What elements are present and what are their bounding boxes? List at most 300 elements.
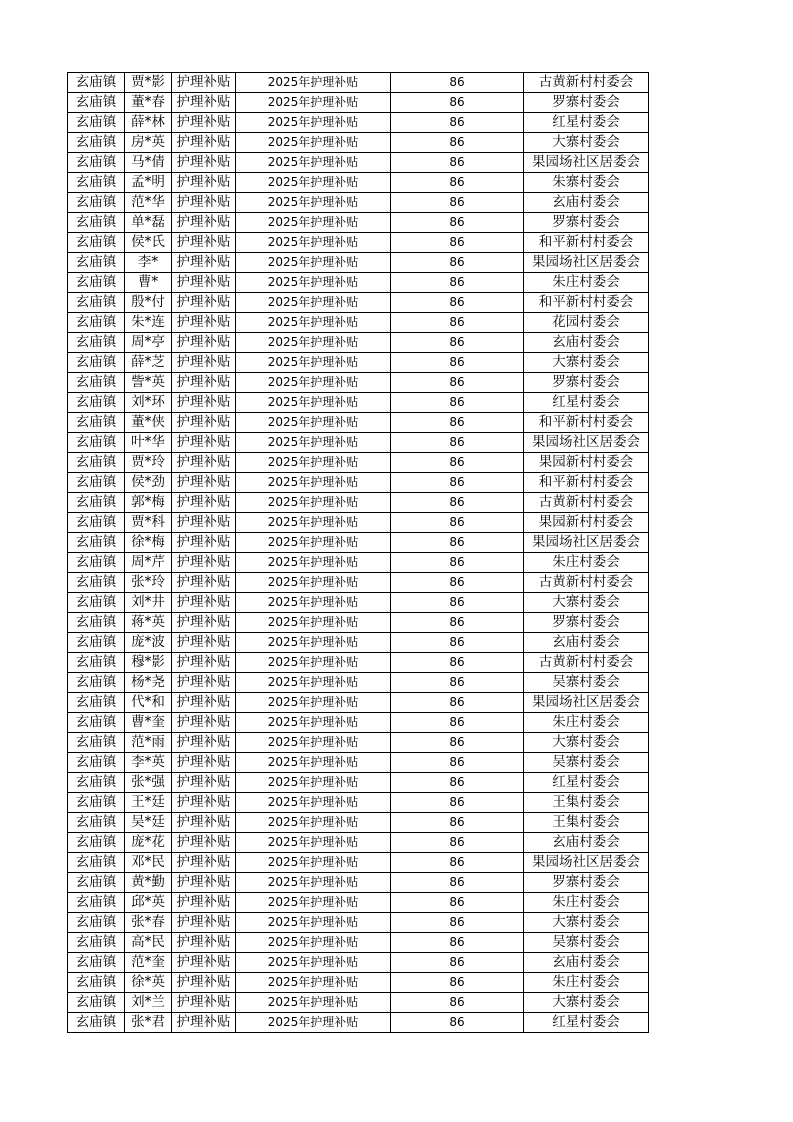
committee-cell: 红星村委会 bbox=[524, 1013, 649, 1033]
amount-cell: 86 bbox=[391, 693, 524, 713]
subsidy-category-cell: 2025年护理补贴 bbox=[236, 93, 391, 113]
township-cell: 玄庙镇 bbox=[68, 333, 125, 353]
committee-cell: 王集村委会 bbox=[524, 813, 649, 833]
amount-cell: 86 bbox=[391, 393, 524, 413]
township-cell: 玄庙镇 bbox=[68, 653, 125, 673]
township-cell: 玄庙镇 bbox=[68, 233, 125, 253]
committee-cell: 玄庙村委会 bbox=[524, 953, 649, 973]
amount-cell: 86 bbox=[391, 893, 524, 913]
table-row bbox=[68, 713, 649, 733]
name-cell: 张*春 bbox=[125, 913, 172, 933]
township-cell: 玄庙镇 bbox=[68, 513, 125, 533]
subsidy-type-cell: 护理补贴 bbox=[172, 173, 236, 193]
subsidy-category-cell: 2025年护理补贴 bbox=[236, 373, 391, 393]
table-row bbox=[68, 293, 649, 313]
subsidy-type-cell: 护理补贴 bbox=[172, 93, 236, 113]
table-row bbox=[68, 953, 649, 973]
name-cell: 吴*廷 bbox=[125, 813, 172, 833]
township-cell: 玄庙镇 bbox=[68, 913, 125, 933]
table-row bbox=[68, 913, 649, 933]
subsidy-type-cell: 护理补贴 bbox=[172, 833, 236, 853]
township-cell: 玄庙镇 bbox=[68, 573, 125, 593]
name-cell: 叶*华 bbox=[125, 433, 172, 453]
committee-cell: 玄庙村委会 bbox=[524, 633, 649, 653]
township-cell: 玄庙镇 bbox=[68, 993, 125, 1013]
committee-cell: 红星村委会 bbox=[524, 393, 649, 413]
committee-cell: 果园新村村委会 bbox=[524, 513, 649, 533]
subsidy-type-cell: 护理补贴 bbox=[172, 353, 236, 373]
table-row bbox=[68, 893, 649, 913]
amount-cell: 86 bbox=[391, 453, 524, 473]
name-cell: 代*和 bbox=[125, 693, 172, 713]
committee-cell: 玄庙村委会 bbox=[524, 833, 649, 853]
name-cell: 贾*影 bbox=[125, 73, 172, 93]
amount-cell: 86 bbox=[391, 933, 524, 953]
committee-cell: 朱寨村委会 bbox=[524, 173, 649, 193]
subsidy-type-cell: 护理补贴 bbox=[172, 793, 236, 813]
name-cell: 庞*波 bbox=[125, 633, 172, 653]
table-row bbox=[68, 733, 649, 753]
subsidy-type-cell: 护理补贴 bbox=[172, 133, 236, 153]
township-cell: 玄庙镇 bbox=[68, 413, 125, 433]
table-row bbox=[68, 573, 649, 593]
subsidy-type-cell: 护理补贴 bbox=[172, 993, 236, 1013]
subsidy-type-cell: 护理补贴 bbox=[172, 73, 236, 93]
subsidy-type-cell: 护理补贴 bbox=[172, 313, 236, 333]
subsidy-category-cell: 2025年护理补贴 bbox=[236, 333, 391, 353]
name-cell: 蒋*英 bbox=[125, 613, 172, 633]
township-cell: 玄庙镇 bbox=[68, 393, 125, 413]
name-cell: 邓*民 bbox=[125, 853, 172, 873]
table-row bbox=[68, 873, 649, 893]
committee-cell: 朱庄村委会 bbox=[524, 273, 649, 293]
subsidy-category-cell: 2025年护理补贴 bbox=[236, 473, 391, 493]
name-cell: 高*民 bbox=[125, 933, 172, 953]
subsidy-category-cell: 2025年护理补贴 bbox=[236, 593, 391, 613]
committee-cell: 朱庄村委会 bbox=[524, 893, 649, 913]
amount-cell: 86 bbox=[391, 653, 524, 673]
subsidy-type-cell: 护理补贴 bbox=[172, 113, 236, 133]
subsidy-category-cell: 2025年护理补贴 bbox=[236, 573, 391, 593]
table-row bbox=[68, 773, 649, 793]
subsidy-type-cell: 护理补贴 bbox=[172, 653, 236, 673]
committee-cell: 果园场社区居委会 bbox=[524, 253, 649, 273]
subsidy-type-cell: 护理补贴 bbox=[172, 933, 236, 953]
amount-cell: 86 bbox=[391, 833, 524, 853]
amount-cell: 86 bbox=[391, 353, 524, 373]
amount-cell: 86 bbox=[391, 813, 524, 833]
subsidy-type-cell: 护理补贴 bbox=[172, 873, 236, 893]
subsidy-type-cell: 护理补贴 bbox=[172, 1013, 236, 1033]
name-cell: 范*雨 bbox=[125, 733, 172, 753]
amount-cell: 86 bbox=[391, 153, 524, 173]
name-cell: 周*芹 bbox=[125, 553, 172, 573]
subsidy-category-cell: 2025年护理补贴 bbox=[236, 633, 391, 653]
committee-cell: 大寨村委会 bbox=[524, 993, 649, 1013]
name-cell: 孟*明 bbox=[125, 173, 172, 193]
subsidy-type-cell: 护理补贴 bbox=[172, 913, 236, 933]
committee-cell: 和平新村村委会 bbox=[524, 473, 649, 493]
township-cell: 玄庙镇 bbox=[68, 453, 125, 473]
subsidy-category-cell: 2025年护理补贴 bbox=[236, 553, 391, 573]
amount-cell: 86 bbox=[391, 713, 524, 733]
subsidy-type-cell: 护理补贴 bbox=[172, 433, 236, 453]
committee-cell: 朱庄村委会 bbox=[524, 713, 649, 733]
subsidy-type-cell: 护理补贴 bbox=[172, 633, 236, 653]
subsidy-type-cell: 护理补贴 bbox=[172, 273, 236, 293]
township-cell: 玄庙镇 bbox=[68, 493, 125, 513]
amount-cell: 86 bbox=[391, 673, 524, 693]
subsidy-category-cell: 2025年护理补贴 bbox=[236, 913, 391, 933]
committee-cell: 和平新村村委会 bbox=[524, 413, 649, 433]
subsidy-type-cell: 护理补贴 bbox=[172, 773, 236, 793]
table-row bbox=[68, 513, 649, 533]
table-row bbox=[68, 1013, 649, 1033]
township-cell: 玄庙镇 bbox=[68, 953, 125, 973]
amount-cell: 86 bbox=[391, 133, 524, 153]
table-row bbox=[68, 613, 649, 633]
committee-cell: 和平新村村委会 bbox=[524, 233, 649, 253]
township-cell: 玄庙镇 bbox=[68, 713, 125, 733]
subsidy-category-cell: 2025年护理补贴 bbox=[236, 533, 391, 553]
name-cell: 薛*芝 bbox=[125, 353, 172, 373]
committee-cell: 红星村委会 bbox=[524, 113, 649, 133]
table-row bbox=[68, 173, 649, 193]
township-cell: 玄庙镇 bbox=[68, 973, 125, 993]
table-row bbox=[68, 553, 649, 573]
name-cell: 邱*英 bbox=[125, 893, 172, 913]
committee-cell: 吴寨村委会 bbox=[524, 933, 649, 953]
name-cell: 范*奎 bbox=[125, 953, 172, 973]
township-cell: 玄庙镇 bbox=[68, 1013, 125, 1033]
subsidy-category-cell: 2025年护理补贴 bbox=[236, 293, 391, 313]
table-row bbox=[68, 113, 649, 133]
subsidy-category-cell: 2025年护理补贴 bbox=[236, 933, 391, 953]
committee-cell: 果园场社区居委会 bbox=[524, 533, 649, 553]
subsidy-type-cell: 护理补贴 bbox=[172, 453, 236, 473]
subsidy-category-cell: 2025年护理补贴 bbox=[236, 733, 391, 753]
committee-cell: 古黄新村村委会 bbox=[524, 653, 649, 673]
subsidy-category-cell: 2025年护理补贴 bbox=[236, 153, 391, 173]
subsidy-category-cell: 2025年护理补贴 bbox=[236, 713, 391, 733]
name-cell: 杨*尧 bbox=[125, 673, 172, 693]
township-cell: 玄庙镇 bbox=[68, 473, 125, 493]
committee-cell: 古黄新村村委会 bbox=[524, 73, 649, 93]
table-row bbox=[68, 473, 649, 493]
subsidy-type-cell: 护理补贴 bbox=[172, 373, 236, 393]
subsidy-type-cell: 护理补贴 bbox=[172, 393, 236, 413]
subsidy-category-cell: 2025年护理补贴 bbox=[236, 113, 391, 133]
committee-cell: 大寨村委会 bbox=[524, 733, 649, 753]
name-cell: 曹* bbox=[125, 273, 172, 293]
name-cell: 张*玲 bbox=[125, 573, 172, 593]
name-cell: 董*侠 bbox=[125, 413, 172, 433]
subsidy-category-cell: 2025年护理补贴 bbox=[236, 833, 391, 853]
name-cell: 王*廷 bbox=[125, 793, 172, 813]
table-row bbox=[68, 653, 649, 673]
name-cell: 穆*影 bbox=[125, 653, 172, 673]
township-cell: 玄庙镇 bbox=[68, 753, 125, 773]
township-cell: 玄庙镇 bbox=[68, 113, 125, 133]
subsidy-type-cell: 护理补贴 bbox=[172, 333, 236, 353]
table-row bbox=[68, 593, 649, 613]
name-cell: 贾*科 bbox=[125, 513, 172, 533]
subsidy-type-cell: 护理补贴 bbox=[172, 973, 236, 993]
subsidy-category-cell: 2025年护理补贴 bbox=[236, 233, 391, 253]
name-cell: 庞*花 bbox=[125, 833, 172, 853]
township-cell: 玄庙镇 bbox=[68, 593, 125, 613]
subsidy-category-cell: 2025年护理补贴 bbox=[236, 413, 391, 433]
subsidy-category-cell: 2025年护理补贴 bbox=[236, 853, 391, 873]
table-row bbox=[68, 93, 649, 113]
amount-cell: 86 bbox=[391, 753, 524, 773]
committee-cell: 果园场社区居委会 bbox=[524, 693, 649, 713]
table-row bbox=[68, 693, 649, 713]
name-cell: 董*春 bbox=[125, 93, 172, 113]
amount-cell: 86 bbox=[391, 873, 524, 893]
amount-cell: 86 bbox=[391, 413, 524, 433]
subsidy-category-cell: 2025年护理补贴 bbox=[236, 313, 391, 333]
name-cell: 刘*井 bbox=[125, 593, 172, 613]
table-row bbox=[68, 273, 649, 293]
table-row bbox=[68, 133, 649, 153]
subsidy-category-cell: 2025年护理补贴 bbox=[236, 653, 391, 673]
township-cell: 玄庙镇 bbox=[68, 373, 125, 393]
township-cell: 玄庙镇 bbox=[68, 133, 125, 153]
township-cell: 玄庙镇 bbox=[68, 433, 125, 453]
amount-cell: 86 bbox=[391, 633, 524, 653]
subsidy-category-cell: 2025年护理补贴 bbox=[236, 813, 391, 833]
committee-cell: 大寨村委会 bbox=[524, 353, 649, 373]
amount-cell: 86 bbox=[391, 493, 524, 513]
name-cell: 曹*奎 bbox=[125, 713, 172, 733]
table-row bbox=[68, 413, 649, 433]
township-cell: 玄庙镇 bbox=[68, 173, 125, 193]
name-cell: 单*磊 bbox=[125, 213, 172, 233]
amount-cell: 86 bbox=[391, 513, 524, 533]
amount-cell: 86 bbox=[391, 613, 524, 633]
subsidy-type-cell: 护理补贴 bbox=[172, 593, 236, 613]
subsidy-type-cell: 护理补贴 bbox=[172, 533, 236, 553]
township-cell: 玄庙镇 bbox=[68, 73, 125, 93]
subsidy-category-cell: 2025年护理补贴 bbox=[236, 693, 391, 713]
township-cell: 玄庙镇 bbox=[68, 193, 125, 213]
township-cell: 玄庙镇 bbox=[68, 273, 125, 293]
committee-cell: 罗寨村委会 bbox=[524, 873, 649, 893]
amount-cell: 86 bbox=[391, 313, 524, 333]
subsidy-type-cell: 护理补贴 bbox=[172, 153, 236, 173]
township-cell: 玄庙镇 bbox=[68, 293, 125, 313]
subsidy-type-cell: 护理补贴 bbox=[172, 493, 236, 513]
name-cell: 李* bbox=[125, 253, 172, 273]
amount-cell: 86 bbox=[391, 113, 524, 133]
amount-cell: 86 bbox=[391, 473, 524, 493]
township-cell: 玄庙镇 bbox=[68, 933, 125, 953]
subsidy-type-cell: 护理补贴 bbox=[172, 733, 236, 753]
table-row bbox=[68, 313, 649, 333]
township-cell: 玄庙镇 bbox=[68, 213, 125, 233]
subsidy-type-cell: 护理补贴 bbox=[172, 953, 236, 973]
table-row bbox=[68, 353, 649, 373]
committee-cell: 古黄新村村委会 bbox=[524, 573, 649, 593]
name-cell: 贾*玲 bbox=[125, 453, 172, 473]
subsidy-category-cell: 2025年护理补贴 bbox=[236, 393, 391, 413]
table-row bbox=[68, 793, 649, 813]
name-cell: 房*英 bbox=[125, 133, 172, 153]
name-cell: 刘*兰 bbox=[125, 993, 172, 1013]
name-cell: 郭*梅 bbox=[125, 493, 172, 513]
committee-cell: 果园场社区居委会 bbox=[524, 153, 649, 173]
amount-cell: 86 bbox=[391, 533, 524, 553]
subsidy-category-cell: 2025年护理补贴 bbox=[236, 613, 391, 633]
table-row bbox=[68, 153, 649, 173]
amount-cell: 86 bbox=[391, 253, 524, 273]
amount-cell: 86 bbox=[391, 173, 524, 193]
subsidy-type-cell: 护理补贴 bbox=[172, 473, 236, 493]
table-row bbox=[68, 433, 649, 453]
township-cell: 玄庙镇 bbox=[68, 793, 125, 813]
subsidy-category-cell: 2025年护理补贴 bbox=[236, 873, 391, 893]
subsidy-category-cell: 2025年护理补贴 bbox=[236, 893, 391, 913]
name-cell: 殷*付 bbox=[125, 293, 172, 313]
table-row bbox=[68, 973, 649, 993]
table-row bbox=[68, 493, 649, 513]
subsidy-category-cell: 2025年护理补贴 bbox=[236, 453, 391, 473]
subsidy-category-cell: 2025年护理补贴 bbox=[236, 353, 391, 373]
amount-cell: 86 bbox=[391, 973, 524, 993]
subsidy-type-cell: 护理补贴 bbox=[172, 613, 236, 633]
subsidy-category-cell: 2025年护理补贴 bbox=[236, 753, 391, 773]
table-row bbox=[68, 673, 649, 693]
name-cell: 徐*英 bbox=[125, 973, 172, 993]
amount-cell: 86 bbox=[391, 73, 524, 93]
township-cell: 玄庙镇 bbox=[68, 893, 125, 913]
subsidy-category-cell: 2025年护理补贴 bbox=[236, 273, 391, 293]
subsidy-category-cell: 2025年护理补贴 bbox=[236, 973, 391, 993]
township-cell: 玄庙镇 bbox=[68, 813, 125, 833]
township-cell: 玄庙镇 bbox=[68, 353, 125, 373]
township-cell: 玄庙镇 bbox=[68, 833, 125, 853]
name-cell: 马*倩 bbox=[125, 153, 172, 173]
table-row bbox=[68, 373, 649, 393]
committee-cell: 吴寨村委会 bbox=[524, 753, 649, 773]
committee-cell: 和平新村村委会 bbox=[524, 293, 649, 313]
township-cell: 玄庙镇 bbox=[68, 773, 125, 793]
table-row bbox=[68, 333, 649, 353]
amount-cell: 86 bbox=[391, 273, 524, 293]
subsidy-type-cell: 护理补贴 bbox=[172, 813, 236, 833]
table-row bbox=[68, 533, 649, 553]
subsidy-type-cell: 护理补贴 bbox=[172, 553, 236, 573]
subsidy-category-cell: 2025年护理补贴 bbox=[236, 133, 391, 153]
amount-cell: 86 bbox=[391, 553, 524, 573]
subsidy-category-cell: 2025年护理补贴 bbox=[236, 793, 391, 813]
amount-cell: 86 bbox=[391, 373, 524, 393]
table-row bbox=[68, 833, 649, 853]
table-row bbox=[68, 993, 649, 1013]
committee-cell: 大寨村委会 bbox=[524, 133, 649, 153]
subsidy-table bbox=[67, 72, 649, 1033]
amount-cell: 86 bbox=[391, 433, 524, 453]
amount-cell: 86 bbox=[391, 93, 524, 113]
committee-cell: 古黄新村村委会 bbox=[524, 493, 649, 513]
table-row bbox=[68, 753, 649, 773]
committee-cell: 吴寨村委会 bbox=[524, 673, 649, 693]
subsidy-type-cell: 护理补贴 bbox=[172, 253, 236, 273]
committee-cell: 罗寨村委会 bbox=[524, 613, 649, 633]
subsidy-type-cell: 护理补贴 bbox=[172, 853, 236, 873]
name-cell: 刘*环 bbox=[125, 393, 172, 413]
table-row bbox=[68, 393, 649, 413]
township-cell: 玄庙镇 bbox=[68, 533, 125, 553]
subsidy-category-cell: 2025年护理补贴 bbox=[236, 433, 391, 453]
township-cell: 玄庙镇 bbox=[68, 553, 125, 573]
township-cell: 玄庙镇 bbox=[68, 733, 125, 753]
subsidy-type-cell: 护理补贴 bbox=[172, 693, 236, 713]
subsidy-category-cell: 2025年护理补贴 bbox=[236, 513, 391, 533]
committee-cell: 果园新村村委会 bbox=[524, 453, 649, 473]
table-row bbox=[68, 853, 649, 873]
committee-cell: 玄庙村委会 bbox=[524, 333, 649, 353]
committee-cell: 红星村委会 bbox=[524, 773, 649, 793]
amount-cell: 86 bbox=[391, 853, 524, 873]
table-row bbox=[68, 233, 649, 253]
committee-cell: 果园场社区居委会 bbox=[524, 433, 649, 453]
township-cell: 玄庙镇 bbox=[68, 93, 125, 113]
amount-cell: 86 bbox=[391, 773, 524, 793]
subsidy-type-cell: 护理补贴 bbox=[172, 293, 236, 313]
amount-cell: 86 bbox=[391, 793, 524, 813]
table-row bbox=[68, 933, 649, 953]
subsidy-type-cell: 护理补贴 bbox=[172, 713, 236, 733]
subsidy-type-cell: 护理补贴 bbox=[172, 413, 236, 433]
committee-cell: 玄庙村委会 bbox=[524, 193, 649, 213]
name-cell: 徐*梅 bbox=[125, 533, 172, 553]
table-row bbox=[68, 813, 649, 833]
subsidy-category-cell: 2025年护理补贴 bbox=[236, 773, 391, 793]
subsidy-category-cell: 2025年护理补贴 bbox=[236, 193, 391, 213]
township-cell: 玄庙镇 bbox=[68, 613, 125, 633]
township-cell: 玄庙镇 bbox=[68, 153, 125, 173]
township-cell: 玄庙镇 bbox=[68, 633, 125, 653]
name-cell: 张*强 bbox=[125, 773, 172, 793]
amount-cell: 86 bbox=[391, 593, 524, 613]
subsidy-category-cell: 2025年护理补贴 bbox=[236, 953, 391, 973]
subsidy-category-cell: 2025年护理补贴 bbox=[236, 493, 391, 513]
name-cell: 侯*氏 bbox=[125, 233, 172, 253]
committee-cell: 罗寨村委会 bbox=[524, 373, 649, 393]
table-row bbox=[68, 633, 649, 653]
subsidy-category-cell: 2025年护理补贴 bbox=[236, 173, 391, 193]
committee-cell: 罗寨村委会 bbox=[524, 213, 649, 233]
committee-cell: 大寨村委会 bbox=[524, 593, 649, 613]
name-cell: 侯*劲 bbox=[125, 473, 172, 493]
name-cell: 周*亭 bbox=[125, 333, 172, 353]
amount-cell: 86 bbox=[391, 213, 524, 233]
amount-cell: 86 bbox=[391, 993, 524, 1013]
name-cell: 朱*连 bbox=[125, 313, 172, 333]
committee-cell: 王集村委会 bbox=[524, 793, 649, 813]
committee-cell: 花园村委会 bbox=[524, 313, 649, 333]
subsidy-category-cell: 2025年护理补贴 bbox=[236, 213, 391, 233]
subsidy-category-cell: 2025年护理补贴 bbox=[236, 673, 391, 693]
township-cell: 玄庙镇 bbox=[68, 313, 125, 333]
committee-cell: 朱庄村委会 bbox=[524, 553, 649, 573]
name-cell: 薛*林 bbox=[125, 113, 172, 133]
table-row bbox=[68, 453, 649, 473]
table-row bbox=[68, 193, 649, 213]
table-row bbox=[68, 213, 649, 233]
